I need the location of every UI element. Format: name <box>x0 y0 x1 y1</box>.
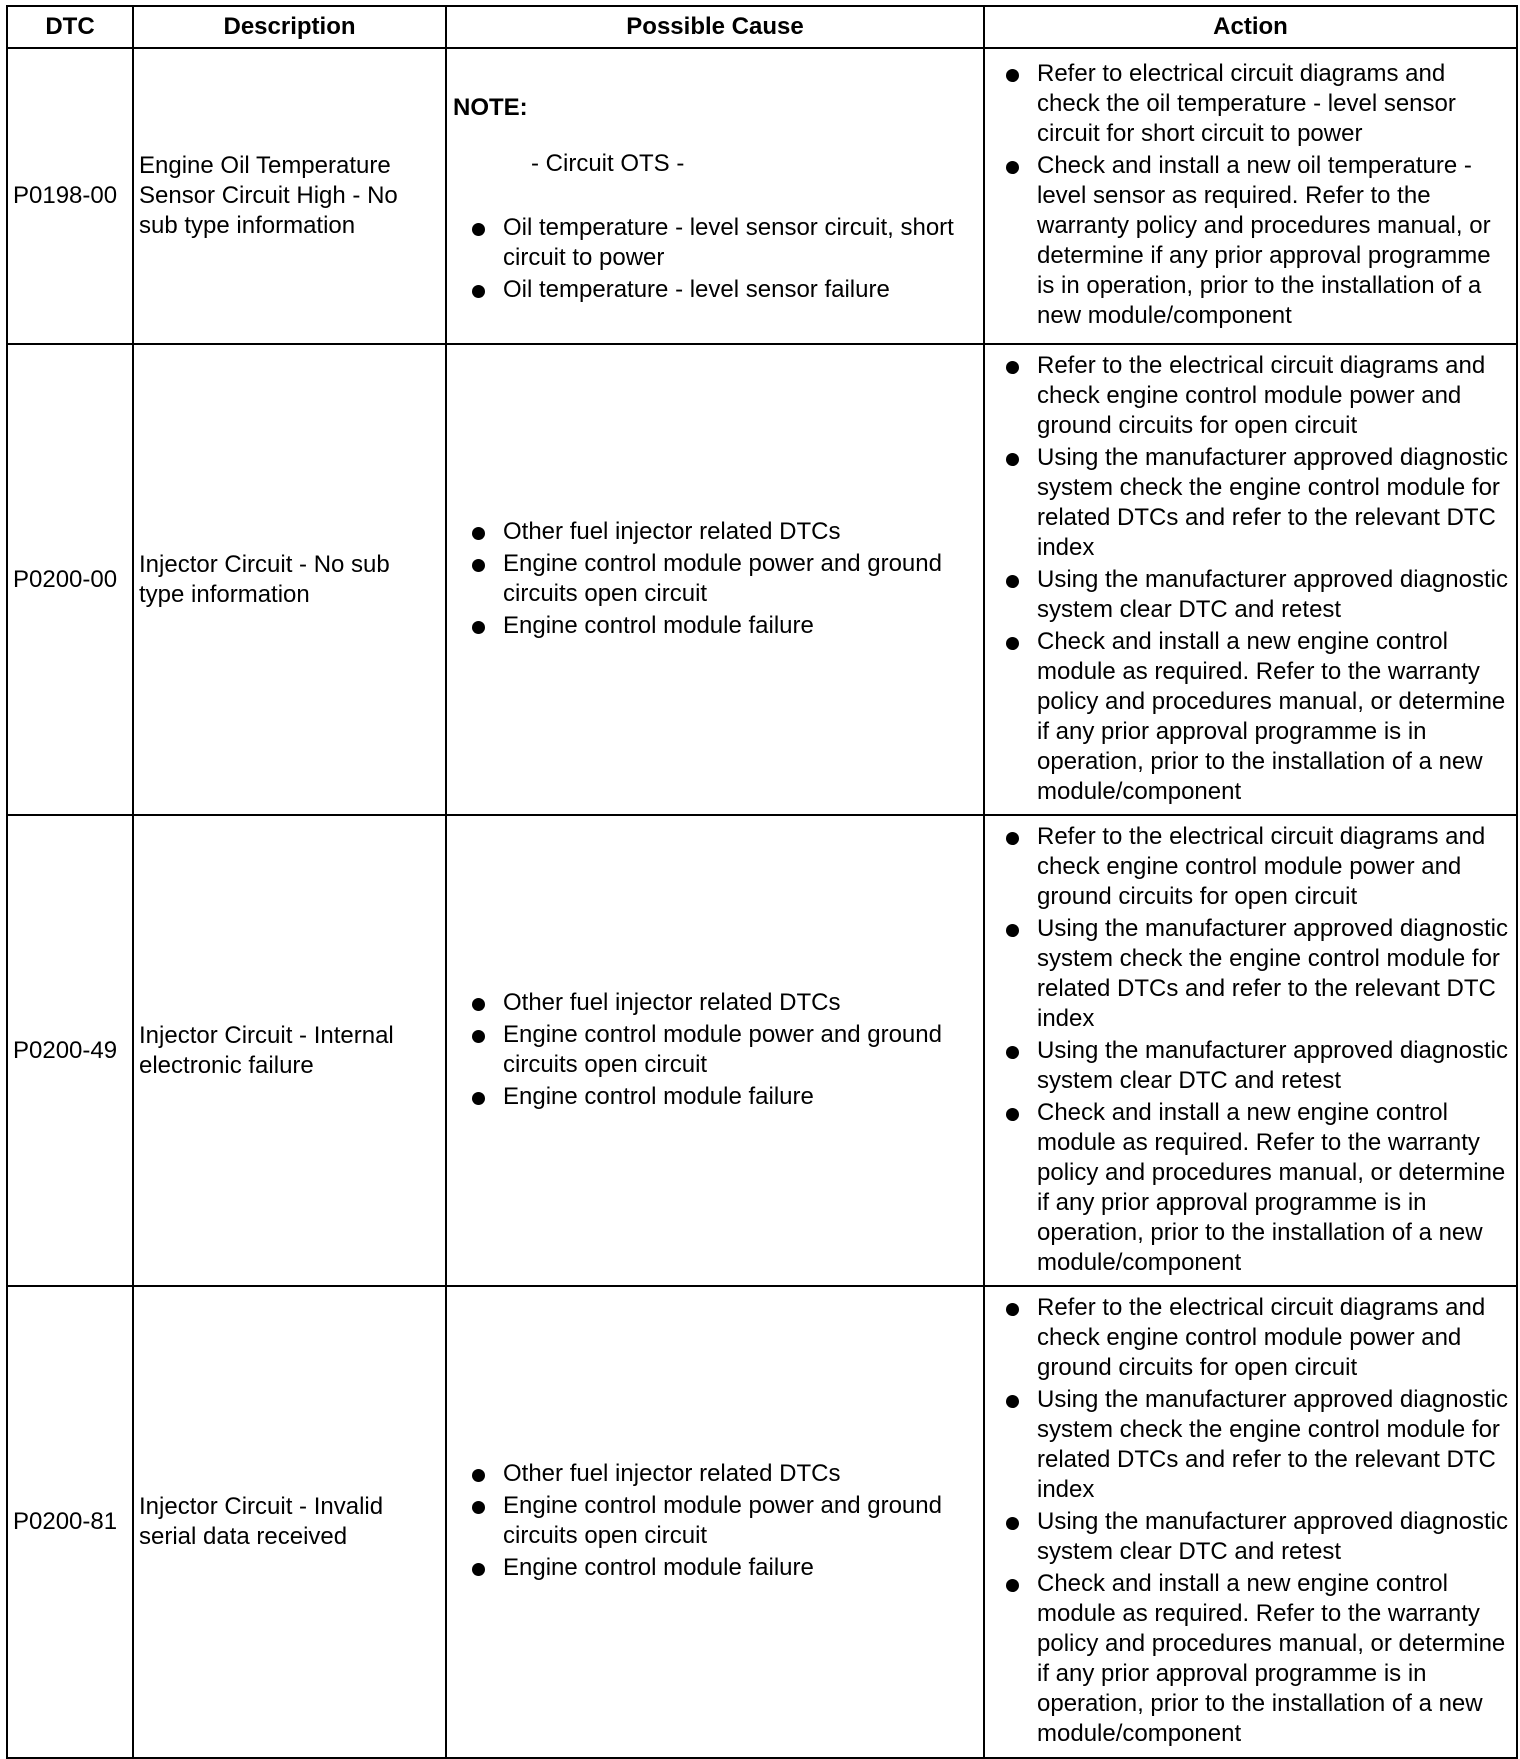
cause-list <box>453 1459 973 1583</box>
cause-list <box>453 517 973 641</box>
action-list <box>1005 59 1514 331</box>
header-dtc: DTC <box>7 6 133 48</box>
action-item: Using the manufacturer approved diagnostic system check the engine control module for related DTCs and refer to the relevant DTC index <box>1005 1385 1514 1505</box>
note-label: NOTE: <box>453 94 528 121</box>
cause-item: Engine control module power and ground circuits open circuit <box>471 549 973 609</box>
possible-cause-cell <box>446 48 984 344</box>
action-item: Refer to the electrical circuit diagrams and check engine control module power and ground circuits for open circuit <box>1005 822 1514 912</box>
cause-item: Engine control module failure <box>471 1553 973 1583</box>
dtc-code: P0200-49 <box>7 815 133 1286</box>
action-item: Using the manufacturer approved diagnostic system check the engine control module for related DTCs and refer to the relevant DTC index <box>1005 914 1514 1034</box>
cause-item: Engine control module power and ground circuits open circuit <box>471 1020 973 1080</box>
action-cell <box>984 1286 1517 1758</box>
dtc-description: Injector Circuit - Internal electronic failure <box>133 815 446 1286</box>
dtc-code: P0198-00 <box>7 48 133 344</box>
cause-item: Other fuel injector related DTCs <box>471 517 973 547</box>
cause-item: Engine control module power and ground circuits open circuit <box>471 1491 973 1551</box>
action-item: Using the manufacturer approved diagnostic system check the engine control module for related DTCs and refer to the relevant DTC index <box>1005 443 1514 563</box>
action-item: Check and install a new engine control module as required. Refer to the warranty policy and procedures manual, or determine if any prior approval programme is in operation, prior to the installation of a new module/component <box>1005 1098 1514 1278</box>
action-item: Check and install a new oil temperature - level sensor as required. Refer to the warranty policy and procedures manual, or determine if any prior approval programme is in operation, prior to the installation of a new module/component <box>1005 151 1514 331</box>
action-item: Using the manufacturer approved diagnostic system clear DTC and retest <box>1005 565 1514 625</box>
cause-item: Oil temperature - level sensor failure <box>471 275 973 305</box>
header-possible-cause: Possible Cause <box>446 6 984 48</box>
action-item: Refer to the electrical circuit diagrams and check engine control module power and ground circuits for open circuit <box>1005 1293 1514 1383</box>
header-description: Description <box>133 6 446 48</box>
dtc-description: Engine Oil Temperature Sensor Circuit High - No sub type information <box>133 48 446 344</box>
cause-list <box>453 988 973 1112</box>
header-action: Action <box>984 6 1517 48</box>
action-item: Refer to the electrical circuit diagrams and check engine control module power and ground circuits for open circuit <box>1005 351 1514 441</box>
table-row <box>7 815 1517 1286</box>
action-item: Using the manufacturer approved diagnostic system clear DTC and retest <box>1005 1036 1514 1096</box>
table-row <box>7 1286 1517 1758</box>
note-text: - Circuit OTS - <box>531 150 685 177</box>
action-cell <box>984 48 1517 344</box>
dtc-code: P0200-81 <box>7 1286 133 1758</box>
action-item: Check and install a new engine control module as required. Refer to the warranty policy and procedures manual, or determine if any prior approval programme is in operation, prior to the installation of a new module/component <box>1005 627 1514 807</box>
cause-list <box>453 213 973 305</box>
dtc-description: Injector Circuit - No sub type information <box>133 344 446 815</box>
dtc-description: Injector Circuit - Invalid serial data received <box>133 1286 446 1758</box>
action-cell <box>984 815 1517 1286</box>
action-cell <box>984 344 1517 815</box>
cause-item: Engine control module failure <box>471 611 973 641</box>
cause-item: Engine control module failure <box>471 1082 973 1112</box>
action-list <box>1005 351 1514 807</box>
cause-item: Oil temperature - level sensor circuit, short circuit to power <box>471 213 973 273</box>
table-row <box>7 344 1517 815</box>
action-item: Refer to electrical circuit diagrams and check the oil temperature - level sensor circuit for short circuit to power <box>1005 59 1514 149</box>
action-item: Check and install a new engine control module as required. Refer to the warranty policy and procedures manual, or determine if any prior approval programme is in operation, prior to the installation of a new module/component <box>1005 1569 1514 1749</box>
table-row <box>7 48 1517 344</box>
action-list <box>1005 1293 1514 1749</box>
cause-item: Other fuel injector related DTCs <box>471 988 973 1018</box>
dtc-code: P0200-00 <box>7 344 133 815</box>
possible-cause-cell <box>446 815 984 1286</box>
header-row <box>7 6 1517 48</box>
action-list <box>1005 822 1514 1278</box>
possible-cause-cell <box>446 344 984 815</box>
cause-item: Other fuel injector related DTCs <box>471 1459 973 1489</box>
action-item: Using the manufacturer approved diagnostic system clear DTC and retest <box>1005 1507 1514 1567</box>
possible-cause-cell <box>446 1286 984 1758</box>
dtc-table <box>6 5 1518 1759</box>
